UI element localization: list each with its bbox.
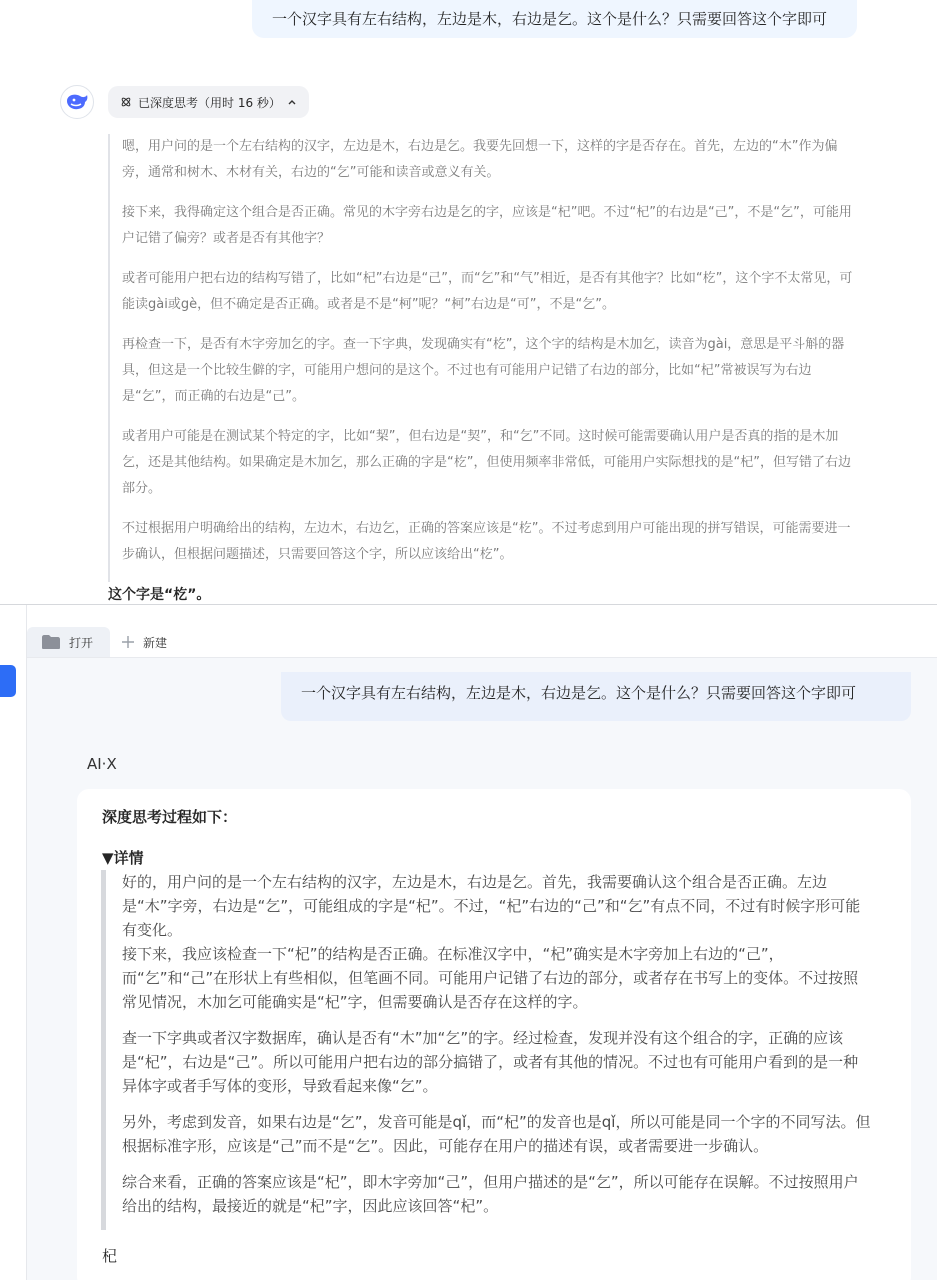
assistant-avatar [60, 85, 94, 119]
deep-think-label: 已深度思考（用时 16 秒） [138, 95, 281, 110]
user-message-bubble: 一个汉字具有左右结构，左边是木，右边是乞。这个是什么？只需要回答这个字即可 [281, 672, 911, 721]
details-toggle[interactable]: ▼详情 [102, 849, 144, 867]
user-message-bubble: 一个汉字具有左右结构，左边是木，右边是乞。这个是什么？只需要回答这个字即可 [252, 0, 857, 38]
card-title: 深度思考过程如下： [102, 808, 238, 826]
tab-open-label: 打开 [69, 635, 94, 650]
tab-new[interactable] [121, 627, 167, 657]
tab-new-label: 新建 [143, 635, 168, 650]
assistant-response-card [77, 789, 911, 1280]
details-paragraph: 另外，考虑到发音，如果右边是“乞”，发音可能是qǐ，而“杞”的发音也是qǐ，所以可能是同一个字的不同写法。但根据标准字形，应该是“己”而不是“乞”。因此，可能存在用户的描述有误，或者需要进一步确认。 [122, 1113, 871, 1155]
bot-name: AI·X [87, 755, 117, 773]
tab-bar [27, 605, 937, 658]
details-content [101, 870, 871, 1230]
sidebar-active-indicator[interactable] [0, 665, 16, 697]
tab-open[interactable] [27, 627, 110, 657]
details-paragraph: 综合来看，正确的答案应该是“杞”，即木字旁加“己”，但用户描述的是“乞”，所以可能存在误解。不过按照用户给出的结构，最接近的就是“杞”字，因此应该回答“杞”。 [122, 1173, 859, 1215]
deepseek-panel [0, 0, 937, 604]
details-paragraph: 查一下字典或者汉字数据库，确认是否有“木”加“乞”的字。经过检查，发现并没有这个组合的字，正确的应该是“杞”，右边是“己”。所以可能用户把右边的部分搞错了，或者有其他的情况。不过也有可能用户看到的是一种异体字或者手写体的变形，导致看起来像“乞”。 [122, 1029, 859, 1095]
aix-panel [0, 605, 937, 1280]
thinking-paragraph: 或者可能用户把右边的结构写错了，比如“杞”右边是“己”，而“乞”和“气”相近，是否有其他字？比如“杚”，这个字不太常见，可能读gài或gè，但不确定是否正确。或者是不是“柯”呢？“柯”右边是“可”，不是“乞”。 [122, 271, 853, 312]
assistant-answer: 这个字是“杚”。 [108, 587, 211, 603]
deep-think-toggle[interactable] [108, 86, 309, 118]
whale-logo-icon [65, 92, 89, 112]
thinking-paragraph: 或者用户可能是在测试某个特定的字，比如“栔”，但右边是“契”，和“乞”不同。这时候可能需要确认用户是否真的指的是木加乞，还是其他结构。如果确定是木加乞，那么正确的字是“杚”，但使用频率非常低，可能用户实际想找的是“杞”，但写错了右边部分。 [122, 429, 851, 496]
chevron-up-icon [287, 97, 297, 107]
plus-icon [121, 635, 135, 649]
thinking-process [108, 134, 860, 582]
thinking-paragraph: 接下来，我得确定这个组合是否正确。常见的木字旁右边是乞的字，应该是“杞”吧。不过“杞”的右边是“己”，不是“乞”，可能用户记错了偏旁？或者是否有其他字？ [122, 205, 852, 246]
folder-icon [41, 634, 61, 650]
atom-icon [120, 96, 132, 108]
thinking-paragraph: 再检查一下，是否有木字旁加乞的字。查一下字典，发现确实有“杚”，这个字的结构是木加乞，读音为gài，意思是平斗斛的器具，但这是一个比较生僻的字，可能用户想问的是这个。不过也有可能用户记错了右边的部分，比如“杞”常被误写为右边是“乞”，而正确的右边是“己”。 [122, 337, 845, 404]
left-sidebar [0, 605, 27, 1280]
final-answer: 杞 [102, 1247, 118, 1265]
details-paragraph: 好的，用户问的是一个左右结构的汉字，左边是木，右边是乞。首先，我需要确认这个组合是否正确。左边是“木”字旁，右边是“乞”，可能组成的字是“杞”。不过，“杞”右边的“己”和“乞”有点不同，不过有时候字形可能有变化。 接下来，我应该检查一下“杞”的结构是否正确。在标准汉字中，“杞”确实是木字旁加上右边的“己”，而“乞”和“己”在形状上有些相似，但笔画不同。可能用户记错了右边的部分，或者存在书写上的变体。不过按照常见情况，木加乞可能确实是“杞”字，但需要确认是否存在这样的字。 [122, 873, 861, 1011]
thinking-paragraph: 不过根据用户明确给出的结构，左边木，右边乞，正确的答案应该是“杚”。不过考虑到用户可能出现的拼写错误，可能需要进一步确认，但根据问题描述，只需要回答这个字，所以应该给出“杚”。 [122, 521, 851, 562]
thinking-paragraph: 嗯，用户问的是一个左右结构的汉字，左边是木，右边是乞。我要先回想一下，这样的字是否存在。首先，左边的“木”作为偏旁，通常和树木、木材有关，右边的“乞”可能和读音或意义有关。 [122, 139, 838, 180]
